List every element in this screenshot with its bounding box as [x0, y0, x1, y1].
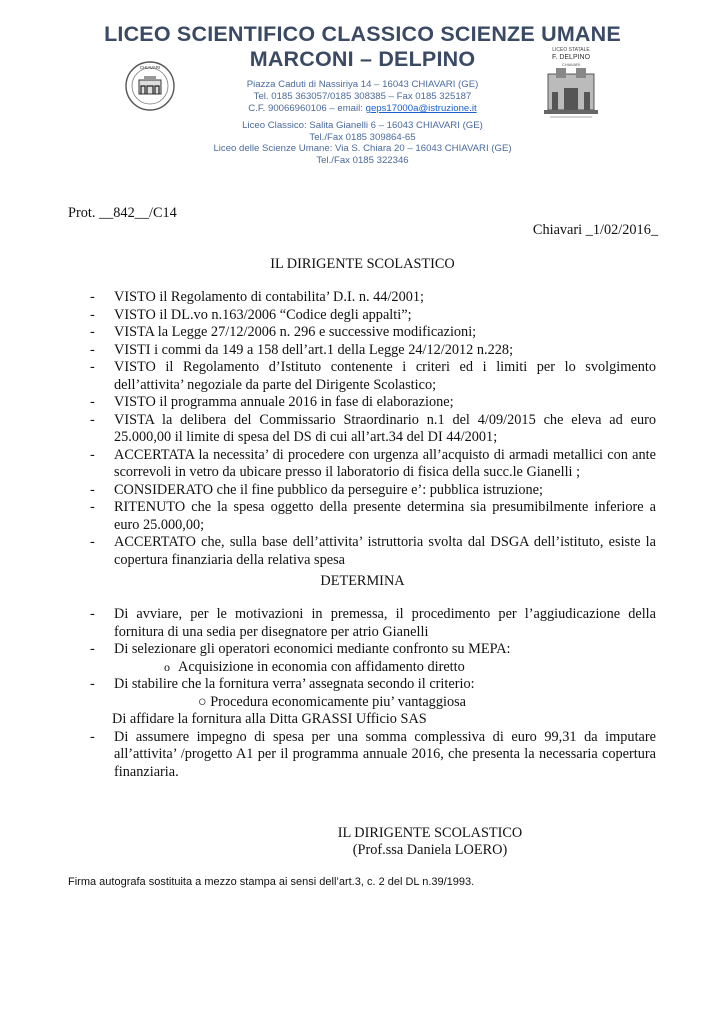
umane-phone: Tel./Fax 0185 322346 [316, 155, 409, 166]
heading-determina: DETERMINA [320, 573, 405, 589]
decision-item: - Di avviare, per le motivazioni in premessa, il procedimento per l’aggiudicazione della fornitura di una sedia per disegnatore per atrio Gianelli [88, 606, 656, 641]
email-link[interactable]: geps17000a@istruzione.it [365, 103, 477, 114]
school-name-line1: LICEO SCIENTIFICO CLASSICO SCIENZE UMANE [104, 22, 621, 46]
premise-item: - ACCERTATA la necessita’ di procedere con urgenza all’acquisto di armadi metallici con ante scorrevoli in vetro da ubicare presso il laboratorio di fisica della succ.le Gianelli ; [88, 447, 656, 482]
decision-item: - Di stabilire che la fornitura verra’ assegnata secondo il criterio: [88, 676, 656, 694]
premise-item: - VISTI i commi da 149 a 158 dell’art.1 della Legge 24/12/2012 n.228; [88, 342, 656, 360]
premises-list [88, 289, 656, 569]
classico-phone: Tel./Fax 0185 309864-65 [309, 132, 416, 143]
signature-role: IL DIRIGENTE SCOLASTICO [337, 825, 523, 841]
decision-subitem: ○ Procedura economicamente piu’ vantaggiosa [198, 693, 466, 710]
premise-item: - CONSIDERATO che il fine pubblico da perseguire e’: pubblica istruzione; [88, 482, 656, 500]
decision-item: Di affidare la fornitura alla Ditta GRASSI Ufficio SAS [112, 711, 427, 727]
svg-text:F. DELPINO: F. DELPINO [551, 54, 591, 61]
premise-item: - VISTA la delibera del Commissario Straordinario n.1 del 4/09/2015 che eleva ad euro 25.000,00 il limite di spesa del DS di cui all’art.34 del DI 44/2001; [88, 412, 656, 447]
premise-item: - VISTO il Regolamento di contabilita’ D.I. n. 44/2001; [88, 289, 656, 307]
address-line-3 [0, 103, 725, 114]
school-name-line2: MARCONI – DELPINO [249, 47, 476, 71]
decision-subitem: o Acquisizione in economia con affidamento diretto [88, 659, 656, 677]
delpino-logo [538, 44, 604, 120]
decisions-list [88, 606, 656, 781]
decision-item: - Di selezionare gli operatori economici mediante confronto su MEPA: [88, 641, 656, 659]
decision-item: - Di assumere impegno di spesa per una somma complessiva di euro 99,31 da imputare all’attivita’ /progetto A1 per il programma annuale 2016, che presenta la necessaria copertura finanziaria. [88, 729, 656, 782]
premise-item: - ACCERTATO che, sulla base dell’attivita’ istruttoria svolta dal DSGA dell’istituto, esiste la copertura finanziaria della relativa spesa [88, 534, 656, 569]
signature-name: (Prof.ssa Daniela LOERO) [352, 842, 508, 858]
protocol-number: Prot. __842__/C14 [68, 205, 177, 221]
fiscal-code: C.F. 90066960106 – email: [248, 103, 366, 114]
svg-text:CHIAVARI: CHIAVARI [139, 65, 161, 70]
premise-item: - VISTA la Legge 27/12/2006 n. 296 e successive modificazioni; [88, 324, 656, 342]
umane-address: Liceo delle Scienze Umane: Via S. Chiara 20 – 16043 CHIAVARI (GE) [213, 143, 512, 154]
address-line-1: Piazza Caduti di Nassiriya 14 – 16043 CHIAVARI (GE) [246, 79, 479, 90]
footer-note: Firma autografa sostituita a mezzo stampa ai sensi dell’art.3, c. 2 del DL n.39/1993. [68, 876, 475, 888]
premise-item: - VISTO il Regolamento d’Istituto contenente i criteri ed i limiti per lo svolgimento dell’attivita’ negoziale da parte del Dirigente Scolastico; [88, 359, 656, 394]
address-line-2: Tel. 0185 363057/0185 308385 – Fax 0185 325187 [253, 91, 472, 102]
svg-text:LICEO STATALE: LICEO STATALE [552, 47, 590, 53]
premise-item: - VISTO il programma annuale 2016 in fase di elaborazione; [88, 394, 656, 412]
classico-address: Liceo Classico: Salita Gianelli 6 – 16043 CHIAVARI (GE) [242, 120, 483, 131]
premise-item: - VISTO il DL.vo n.163/2006 “Codice degli appalti”; [88, 307, 656, 325]
premise-item: - RITENUTO che la spesa oggetto della presente determina sia presumibilmente inferiore a euro 25.000,00; [88, 499, 656, 534]
heading-dirigente: IL DIRIGENTE SCOLASTICO [270, 256, 455, 272]
place-date: Chiavari _1/02/2016_ [532, 222, 658, 238]
svg-text:CHIAVARI: CHIAVARI [561, 62, 581, 67]
